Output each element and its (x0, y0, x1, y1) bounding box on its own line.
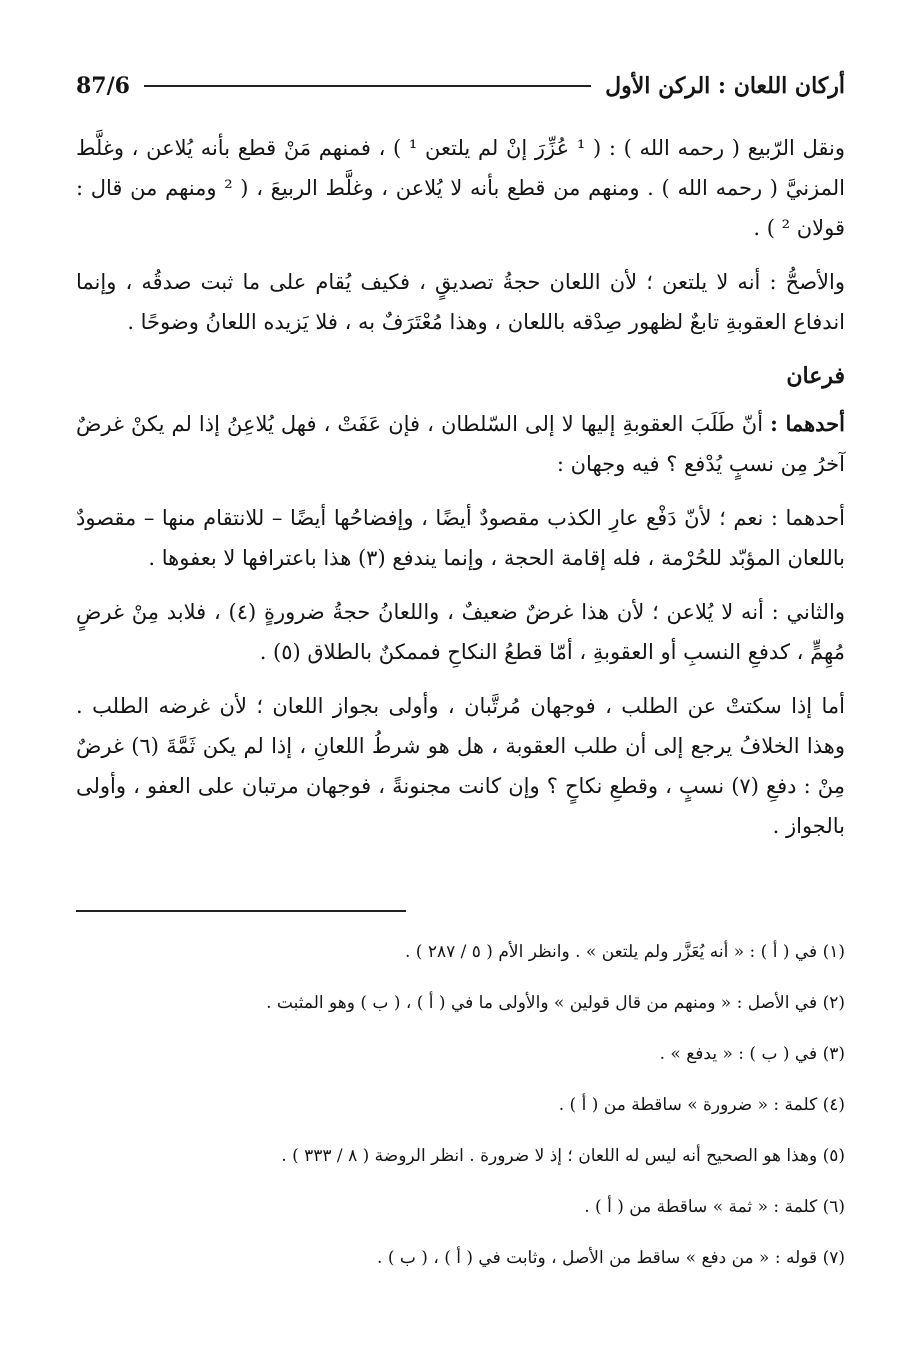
footnotes (76, 930, 845, 1287)
paragraph-first-branch (76, 404, 845, 484)
header-rule (144, 85, 591, 87)
footnote-1: (١) في ( أ ) : « أنه يُعَزَّر ولم يلتعن » . وانظر الأم ( ٥ / ٢٨٧ ) . (404, 942, 845, 962)
paragraph-first-view: أحدهما : نعم ؛ لأنّ دَفْع عارِ الكذب مقصودٌ أيضًا ، وإفضاحُها أيضًا – للانتقام منها – مقصودٌ باللعان المؤبّد للحُرْمة ، فله إقامة الحجة ، وإنما يندفع (٣) هذا باعترافها لا بعفوها . (76, 506, 845, 570)
running-title: أركان اللعان : الركن الأول (605, 73, 845, 99)
footnote-5: (٥) وهذا هو الصحيح أنه ليس له اللعان ؛ إذ لا ضرورة . انظر الروضة ( ٨ / ٣٣٣ ) . (281, 1146, 845, 1166)
paragraph-transmission: ونقل الرّبيع ( رحمه الله ) : ( ¹ عُزِّرَ إنْ لم يلتعن ¹ ) ، فمنهم مَنْ قطع بأنه يُلاعن ، وغلَّط المزنيَّ ( رحمه الله ) . ومنهم من قطع بأنه لا يُلاعن ، وغلَّط الربيعَ ، ( ² ومنهم من قال : قولان ² ) . (76, 136, 846, 240)
running-header (76, 64, 845, 108)
footnote-6: (٦) كلمة : « ثمة » ساقطة من ( أ ) . (584, 1197, 845, 1217)
paragraph-preferred-view: والأصحُّ : أنه لا يلتعن ؛ لأن اللعان حجةُ تصديقٍ ، فكيف يُقام على ما ثبت صدقُه ، وإنما اندفاع العقوبةِ تابعٌ لظهور صِدْقه باللعان ، وهذا مُعْتَرَفٌ به ، فلا يَزيده اللعانُ وضوحًا . (76, 270, 845, 334)
footnote-4: (٤) كلمة : « ضرورة » ساقطة من ( أ ) . (558, 1095, 845, 1115)
footnote-3: (٣) في ( ب ) : « يدفع » . (659, 1044, 845, 1064)
page-number: 87/6 (76, 73, 130, 99)
main-text (76, 128, 845, 860)
first-branch-text: أنّ طَلَبَ العقوبةِ إليها لا إلى السّلطان ، فإن عَفَتْ ، فهل يُلاعِنُ إذا لم يكنْ غرضٌ آخرُ مِن نسبٍ يُدْفع ؟ فيه وجهان : (76, 412, 845, 476)
footnote-7: (٧) قوله : « من دفع » ساقط من الأصل ، وثابت في ( أ ) ، ( ب ) . (377, 1248, 845, 1268)
section-heading: فرعان (786, 363, 845, 389)
footnote-2: (٢) في الأصل : « ومنهم من قال قولين » والأولى ما في ( أ ) ، ( ب ) وهو المثبت . (266, 993, 845, 1013)
first-branch-lead: أحدهما : (770, 411, 845, 436)
paragraph-second-view: والثاني : أنه لا يُلاعن ؛ لأن هذا غرضٌ ضعيفٌ ، واللعانُ حجةُ ضرورةٍ (٤) ، فلابد مِنْ غرضٍ مُهِمٍّ ، كدفعِ النسبِ أو العقوبةِ ، أمّا قطعُ النكاحِ فممكنٌ بالطلاق (٥) . (76, 600, 845, 664)
paragraph-silence-case: أما إذا سكتتْ عن الطلب ، فوجهان مُرتَّبان ، وأولى بجواز اللعان ؛ لأن غرضه الطلب . وهذا الخلافُ يرجع إلى أن طلب العقوبة ، هل هو شرطُ اللعانِ ، إذا لم يكن ثَمَّةَ (٦) غرضٌ مِنْ : دفعِ (٧) نسبٍ ، وقطعِ نكاحٍ ؟ وإن كانت مجنونةً ، فوجهان مرتبان على العفو ، وأولى بالجواز . (76, 694, 845, 838)
footnote-divider (76, 910, 406, 912)
